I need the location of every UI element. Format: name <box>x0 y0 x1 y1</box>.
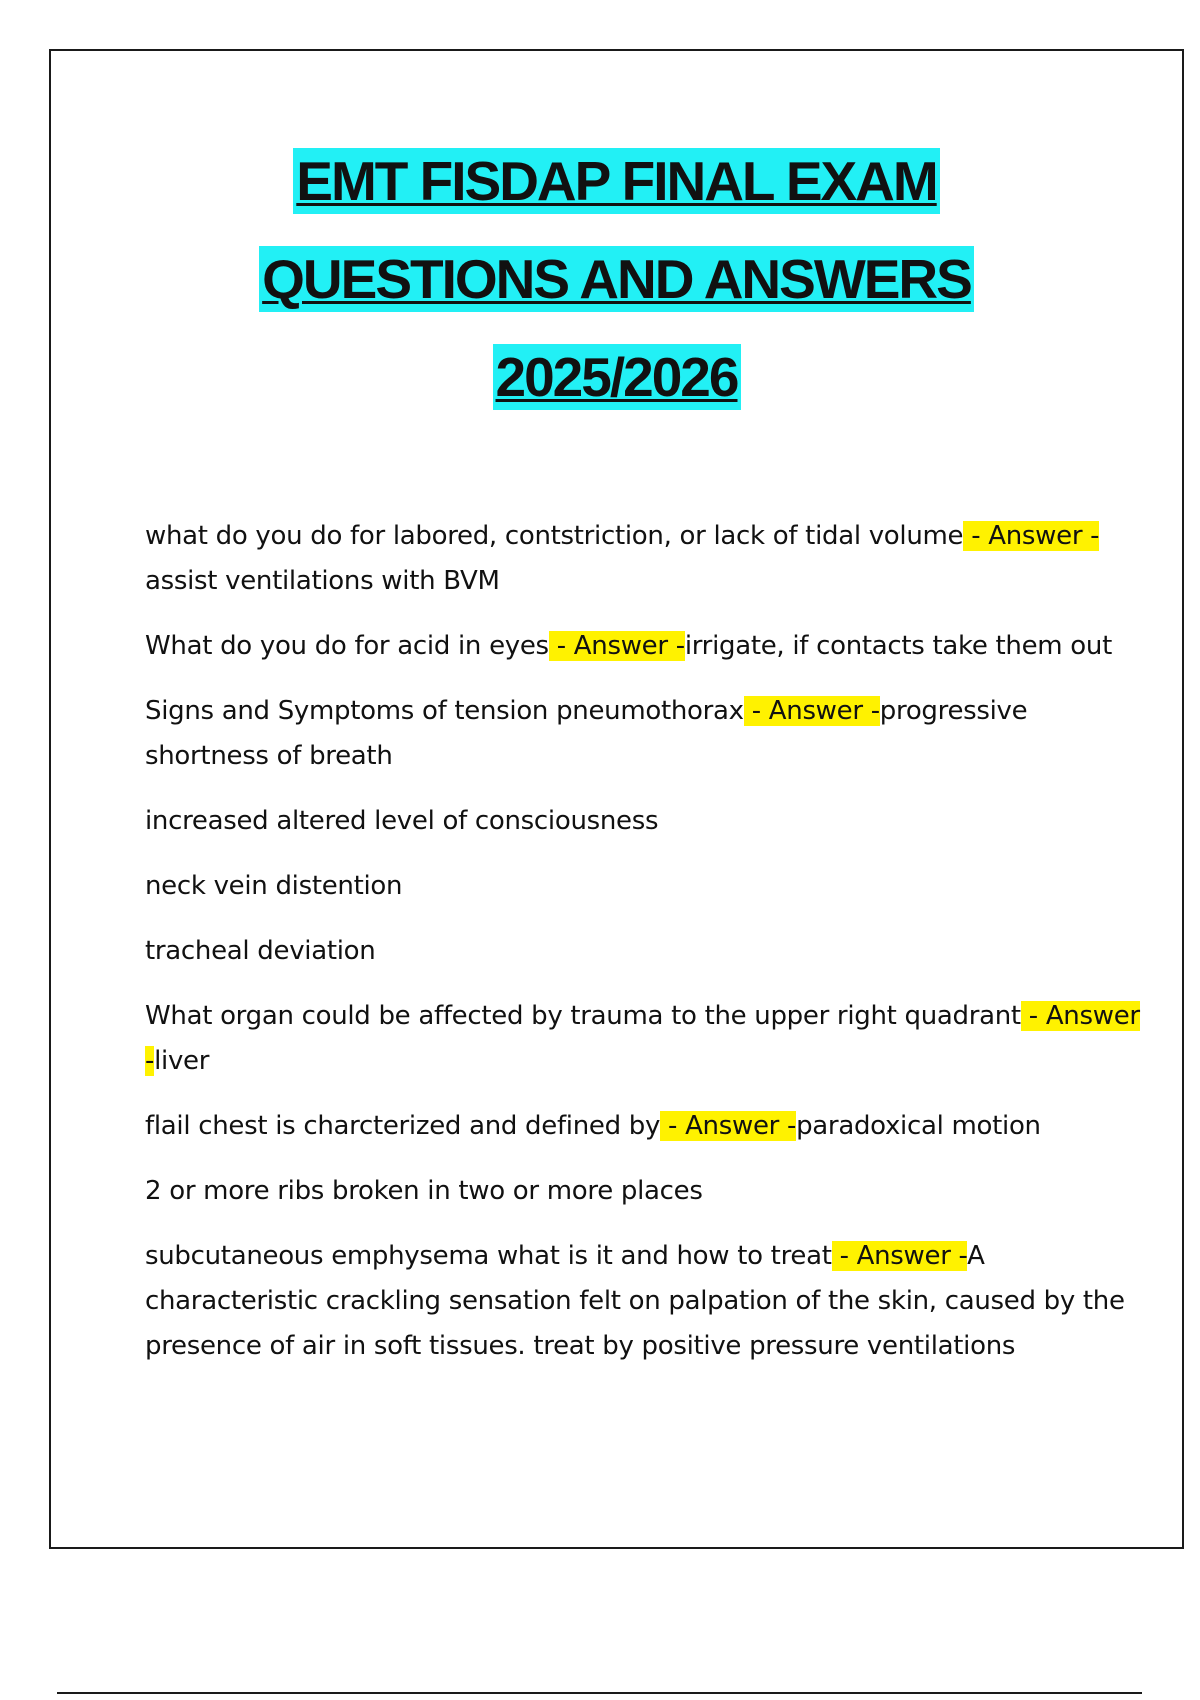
answer-marker: - Answer - <box>548 631 685 661</box>
answer-marker: - Answer - <box>831 1241 968 1271</box>
question-text: What do you do for acid in eyes <box>145 631 549 661</box>
answer-text: liver <box>154 1046 210 1076</box>
qa-item <box>145 689 1145 779</box>
qa-item <box>145 1234 1145 1369</box>
answer-text: assist ventilations with BVM <box>145 566 500 596</box>
title-line-2: QUESTIONS AND ANSWERS <box>259 246 974 312</box>
qa-item <box>145 994 1145 1084</box>
continuation-line <box>145 799 1145 844</box>
footer-divider <box>57 1692 1142 1694</box>
qa-list <box>145 514 1145 1389</box>
answer-marker: - Answer - <box>660 1111 797 1141</box>
continuation-line <box>145 1169 1145 1214</box>
answer-marker: - Answer - <box>963 521 1100 551</box>
question-text: subcutaneous emphysema what is it and how to treat <box>145 1241 832 1271</box>
title-line-1: EMT FISDAP FINAL EXAM <box>293 148 939 214</box>
answer-marker: - Answer - <box>145 1001 1140 1076</box>
qa-item <box>145 514 1145 604</box>
continuation-line <box>145 864 1145 909</box>
question-text: What organ could be affected by trauma to the upper right quadrant <box>145 1001 1021 1031</box>
title-line-3: 2025/2026 <box>493 344 741 410</box>
qa-item <box>145 1104 1145 1149</box>
continuation-line <box>145 929 1145 974</box>
question-text: what do you do for labored, contstriction, or lack of tidal volume <box>145 521 964 551</box>
continuation-text: neck vein distention <box>145 871 403 901</box>
continuation-text: tracheal deviation <box>145 936 376 966</box>
page-frame <box>49 49 1184 1549</box>
answer-text: progressive shortness of breath <box>145 696 1028 771</box>
answer-marker: - Answer - <box>743 696 880 726</box>
question-text: flail chest is charcterized and defined by <box>145 1111 661 1141</box>
answer-text: paradoxical motion <box>796 1111 1041 1141</box>
answer-text: irrigate, if contacts take them out <box>684 631 1112 661</box>
question-text: Signs and Symptoms of tension pneumothorax <box>145 696 744 726</box>
qa-item <box>145 624 1145 669</box>
answer-text: A characteristic crackling sensation felt on palpation of the skin, caused by the presence of air in soft tissues. treat by positive pressure ventilations <box>145 1241 1125 1361</box>
continuation-text: 2 or more ribs broken in two or more places <box>145 1176 703 1206</box>
continuation-text: increased altered level of consciousness <box>145 806 659 836</box>
document-title <box>51 146 1182 440</box>
